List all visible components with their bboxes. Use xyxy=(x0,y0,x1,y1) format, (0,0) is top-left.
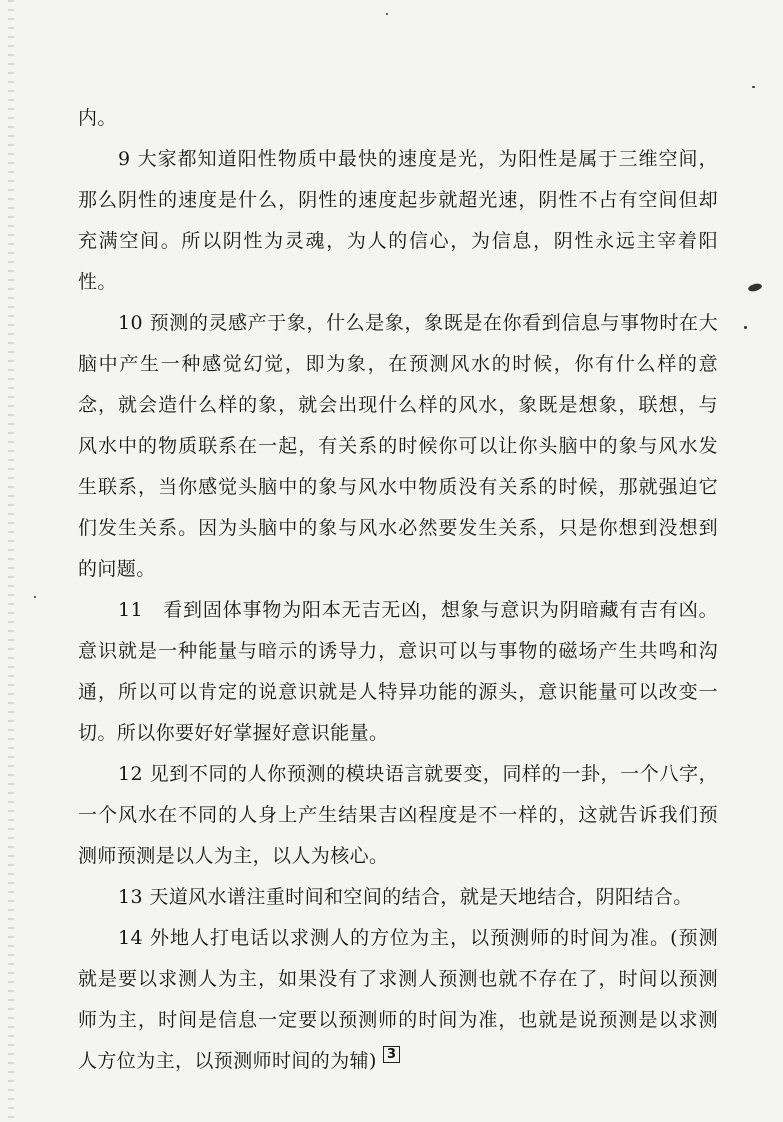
scan-speck xyxy=(34,596,36,598)
page-number: 3 xyxy=(383,1046,400,1063)
scan-speck xyxy=(744,326,747,329)
paragraph-item-13: 13 天道风水谱注重时间和空间的结合，就是天地结合，阴阳结合。 xyxy=(118,886,693,908)
scan-speck xyxy=(386,13,388,15)
document-body xyxy=(78,98,718,1082)
page-footer xyxy=(0,1043,783,1063)
scan-binding-edge xyxy=(8,0,14,1122)
scan-speck xyxy=(747,282,762,292)
paragraph-item-12: 12 见到不同的人你预测的模块语言就要变，同样的一卦，一个八字，一个风水在不同的人身上产生结果吉凶程度是不一样的，这就告诉我们预测师预测是以人为主，以人为核心。 xyxy=(78,763,718,867)
scan-speck xyxy=(752,86,755,88)
paragraph-item-10: 10 预测的灵感产于象，什么是象，象既是在你看到信息与事物时在大脑中产生一种感觉幻觉，即为象，在预测风水的时候，你有什么样的意念，就会造什么样的象，就会出现什么样的风水，象既是想象，联想，与风水中的物质联系在一起，有关系的时候你可以让你头脑中的象与风水发生联系，当你感觉头脑中的象与风水中物质没有关系的时候，那就强迫它们发生关系。因为头脑中的象与风水必然要发生关系，只是你想到没想到的问题。 xyxy=(78,312,718,580)
paragraph-item-14: 14 外地人打电话以求测人的方位为主，以预测师的时间为准。(预测就是要以求测人为主，如果没有了求测人预测也就不存在了，时间以预测师为主，时间是信息一定要以预测师的时间为准，也就是说预测是以求测人方位为主，以预测师时间的为辅) xyxy=(78,927,718,1072)
paragraph-item-11: 11 看到固体事物为阳本无吉无凶，想象与意识为阴暗藏有吉有凶。意识就是一种能量与暗示的诱导力，意识可以与事物的磁场产生共鸣和沟通，所以可以肯定的说意识就是人特异功能的源头，意识能量可以改变一切。所以你要好好掌握好意识能量。 xyxy=(78,599,718,744)
paragraph-item-9: 9 大家都知道阳性物质中最快的速度是光，为阳性是属于三维空间，那么阴性的速度是什么，阴性的速度起步就超光速，阴性不占有空间但却充满空间。所以阴性为灵魂，为人的信心，为信息，阴性永远主宰着阳性。 xyxy=(78,148,718,293)
paragraph-continuation: 内。 xyxy=(78,107,117,129)
